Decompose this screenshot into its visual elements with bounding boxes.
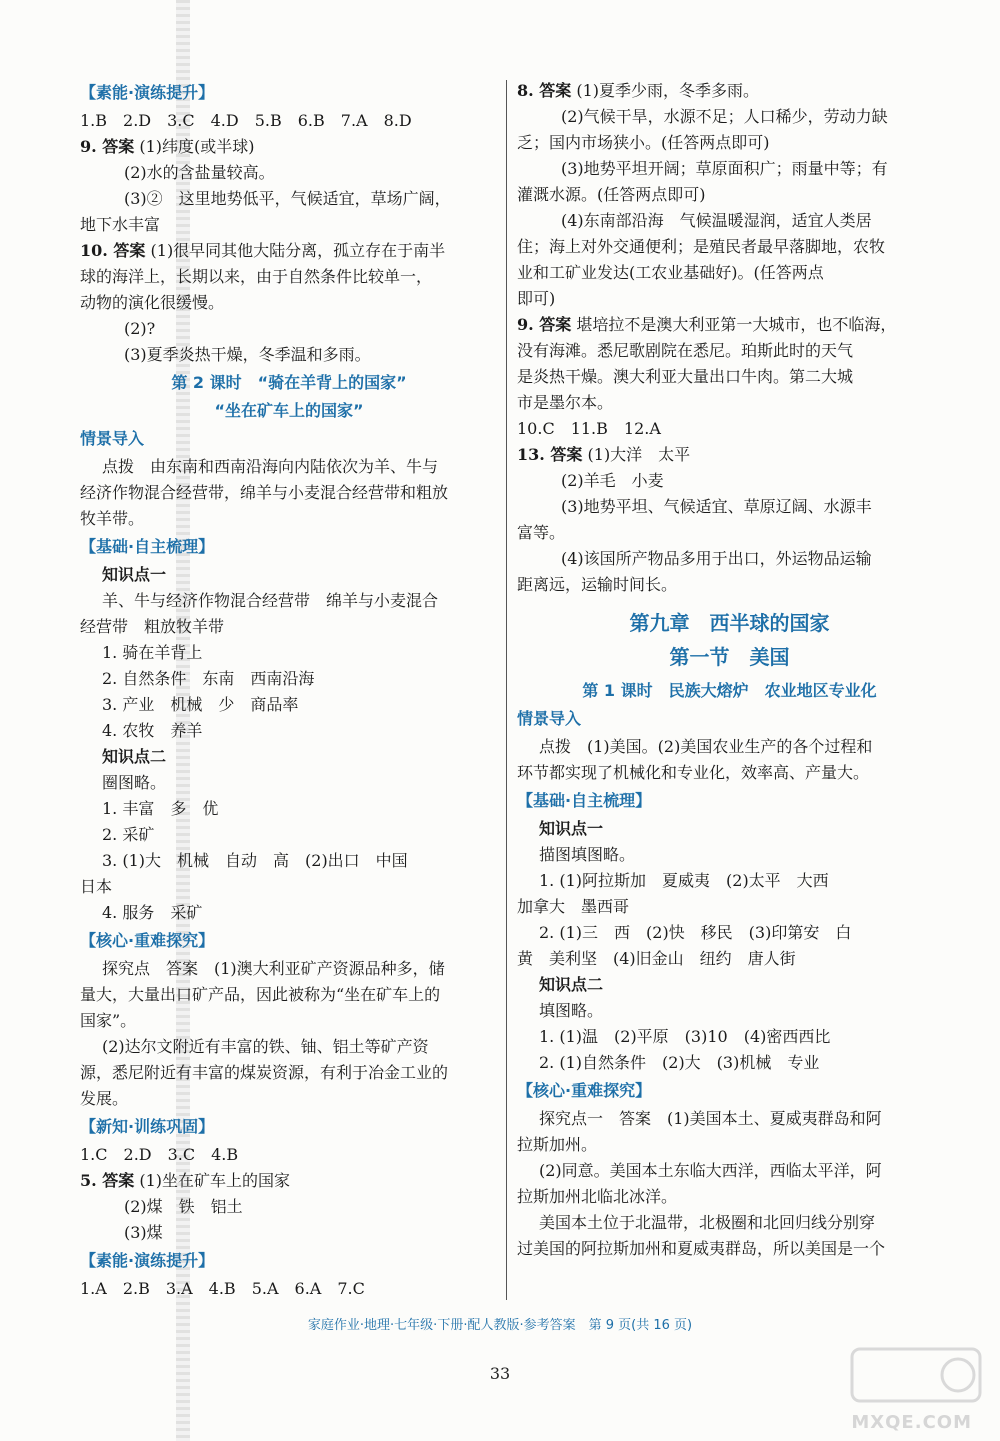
section-tag: 【核心·重难探究】 — [517, 1081, 652, 1100]
answer-text: 没有海滩。悉尼歌剧院在悉尼。珀斯此时的天气 — [517, 341, 854, 360]
answer-text: 1. 骑在羊背上 — [102, 643, 203, 662]
right-column — [517, 78, 942, 1262]
answer-text: 经济作物混合经营带，绵羊与小麦混合经营带和粗放 — [80, 483, 449, 502]
answer-text: 2. 自然条件 东南 西南沿海 — [102, 669, 315, 688]
answer-text: 2. 采矿 — [102, 825, 155, 844]
lesson-title: 第 1 课时 民族大熔炉 农业地区专业化 — [582, 681, 877, 700]
answer-label: 8. 答案 — [517, 81, 572, 100]
column-divider — [506, 80, 507, 1300]
answer-label: 10. 答案 — [80, 241, 146, 260]
answer-text: (1)坐在矿车上的国家 — [139, 1171, 291, 1190]
section-title: 第一节 美国 — [669, 645, 790, 669]
answer-text: 4. 农牧 养羊 — [102, 721, 203, 740]
answer-text: (3)② 这里地势低平，气候适宜，草场广阔， — [124, 189, 451, 208]
answer-text: 3. 产业 机械 少 商品率 — [102, 695, 299, 714]
answer-text: 牧羊带。 — [80, 509, 145, 528]
answer-text: 乏；国内市场狭小。(任答两点即可) — [517, 133, 770, 152]
answer-text: (1)很早同其他大陆分离，孤立存在于南半 — [150, 241, 446, 260]
answer-text: 富等。 — [517, 523, 566, 542]
answer-label: 5. 答案 — [80, 1171, 135, 1190]
section-tag: 【新知·训练巩固】 — [80, 1117, 215, 1136]
left-column — [80, 78, 498, 1302]
answer-text: 堪培拉不是澳大利亚第一大城市，也不临海， — [576, 315, 897, 334]
answer-text: 住；海上对外交通便利；是殖民者最早落脚地，农牧 — [517, 237, 886, 256]
answer-text: 发展。 — [80, 1089, 129, 1108]
answer-text: 是炎热干燥。澳大利亚大量出口牛肉。第二大城 — [517, 367, 854, 386]
answer-text: (2)达尔文附近有丰富的铁、铀、铝土等矿产资 — [102, 1037, 429, 1056]
answer-text: 量大，大量出口矿产品，因此被称为“坐在矿车上的 — [80, 985, 441, 1004]
knowledge-point-heading: 知识点一 — [102, 565, 167, 584]
answer-text: 距离远，运输时间长。 — [517, 575, 678, 594]
answer-text: 市是墨尔本。 — [517, 393, 614, 412]
knowledge-point-heading: 知识点一 — [539, 819, 604, 838]
answer-text: (2)? — [124, 319, 156, 338]
section-tag: 情景导入 — [80, 429, 145, 448]
section-tag: 【基础·自主梳理】 — [80, 537, 215, 556]
answer-text: 羊、牛与经济作物混合经营带 绵羊与小麦混合 — [102, 591, 439, 610]
section-tag: 情景导入 — [517, 709, 582, 728]
lesson-title: “坐在矿车上的国家” — [214, 401, 364, 420]
answer-text: 点拨 由东南和西南沿海向内陆依次为羊、牛与 — [102, 457, 439, 476]
answer-label: 9. 答案 — [80, 137, 135, 156]
answer-text: (3)夏季炎热干燥，冬季温和多雨。 — [124, 345, 371, 364]
knowledge-point-heading: 知识点二 — [102, 747, 167, 766]
watermark-text: MXQE.COM — [851, 1412, 972, 1433]
answer-text: 国家”。 — [80, 1011, 137, 1030]
answer-text: (3)地势平坦开阔；草原面积广；雨量中等；有 — [561, 159, 888, 178]
answer-label: 9. 答案 — [517, 315, 572, 334]
answer-text: 4. 服务 采矿 — [102, 903, 203, 922]
chapter-title: 第九章 西半球的国家 — [629, 611, 830, 635]
answer-text: 2. (1)自然条件 (2)大 (3)机械 专业 — [539, 1053, 820, 1072]
answer-text: 1. 丰富 多 优 — [102, 799, 219, 818]
answer-text: 探究点 答案 (1)澳大利亚矿产资源品种多，储 — [102, 959, 445, 978]
answer-text: (2)羊毛 小麦 — [561, 471, 664, 490]
answer-text: 2. (1)三 西 (2)快 移民 (3)印第安 白 — [539, 923, 852, 942]
answer-text: (3)地势平坦、气候适宜、草原辽阔、水源丰 — [561, 497, 872, 516]
answer-text: 1. (1)阿拉斯加 夏威夷 (2)太平 大西 — [539, 871, 829, 890]
answer-text: 经营带 粗放牧羊带 — [80, 617, 225, 636]
answer-text: 拉斯加州。 — [517, 1135, 598, 1154]
mc-answers: 1.B 2.D 3.C 4.D 5.B 6.B 7.A 8.D — [80, 111, 412, 130]
answer-text: (1)夏季少雨，冬季多雨。 — [576, 81, 760, 100]
section-tag: 【素能·演练提升】 — [80, 1251, 215, 1270]
lesson-title: 第 2 课时 “骑在羊背上的国家” — [171, 373, 407, 392]
answer-text: (1)大洋 太平 — [587, 445, 691, 464]
answer-text: 环节都实现了机械化和专业化，效率高、产量大。 — [517, 763, 870, 782]
answer-text: 点拨 (1)美国。(2)美国农业生产的各个过程和 — [539, 737, 873, 756]
answer-text: (2)同意。美国本土东临大西洋，西临太平洋，阿 — [539, 1161, 882, 1180]
answer-text: 探究点一 答案 (1)美国本土、夏威夷群岛和阿 — [539, 1109, 882, 1128]
answer-text: 黄 美利坚 (4)旧金山 纽约 唐人街 — [517, 949, 796, 968]
answer-text: 地下水丰富 — [80, 215, 161, 234]
answer-text: 美国本土位于北温带，北极圈和北回归线分别穿 — [539, 1213, 876, 1232]
answer-text: 即可) — [517, 289, 556, 308]
mc-answers: 10.C 11.B 12.A — [517, 419, 661, 438]
answer-label: 13. 答案 — [517, 445, 583, 464]
answer-text: (4)东南部沿海 气候温暖湿润，适宜人类居 — [561, 211, 872, 230]
section-tag: 【基础·自主梳理】 — [517, 791, 652, 810]
answer-text: 描图填图略。 — [539, 845, 636, 864]
answer-text: 圈图略。 — [102, 773, 167, 792]
section-tag: 【核心·重难探究】 — [80, 931, 215, 950]
knowledge-point-heading: 知识点二 — [539, 975, 604, 994]
page-number: 33 — [489, 1364, 511, 1383]
answer-text: 源，悉尼附近有丰富的煤炭资源，有利于冶金工业的 — [80, 1063, 449, 1082]
section-tag: 【素能·演练提升】 — [80, 83, 215, 102]
answer-text: (2)气候干旱，水源不足；人口稀少，劳动力缺 — [561, 107, 888, 126]
mc-answers: 1.C 2.D 3.C 4.B — [80, 1145, 239, 1164]
answer-text: 业和工矿业发达(工农业基础好)。(任答两点 — [517, 263, 824, 282]
answer-text: (2)水的含盐量较高。 — [124, 163, 275, 182]
answer-text: 1. (1)温 (2)平原 (3)10 (4)密西西比 — [539, 1027, 831, 1046]
answer-text: (4)该国所产物品多用于出口，外运物品运输 — [561, 549, 872, 568]
answer-text: 灌溉水源。(任答两点即可) — [517, 185, 706, 204]
answer-text: (2)煤 铁 铝土 — [124, 1197, 243, 1216]
answer-text: (1)纬度(或半球) — [139, 137, 255, 156]
answer-text: 球的海洋上，长期以来，由于自然条件比较单一， — [80, 267, 433, 286]
answer-text: 拉斯加州北临北冰洋。 — [517, 1187, 678, 1206]
answer-text: 过美国的阿拉斯加州和夏威夷群岛，所以美国是一个 — [517, 1239, 886, 1258]
answer-text: 3. (1)大 机械 自动 高 (2)出口 中国 — [102, 851, 408, 870]
answer-text: (3)煤 — [124, 1223, 163, 1242]
answer-text: 日本 — [80, 877, 113, 896]
answer-text: 动物的演化很缓慢。 — [80, 293, 225, 312]
answer-text: 填图略。 — [539, 1001, 604, 1020]
page-footer: 家庭作业·地理·七年级·下册·配人教版·参考答案 第 9 页(共 16 页) — [307, 1318, 693, 1333]
mc-answers: 1.A 2.B 3.A 4.B 5.A 6.A 7.C — [80, 1279, 365, 1298]
answer-text: 加拿大 墨西哥 — [517, 897, 630, 916]
